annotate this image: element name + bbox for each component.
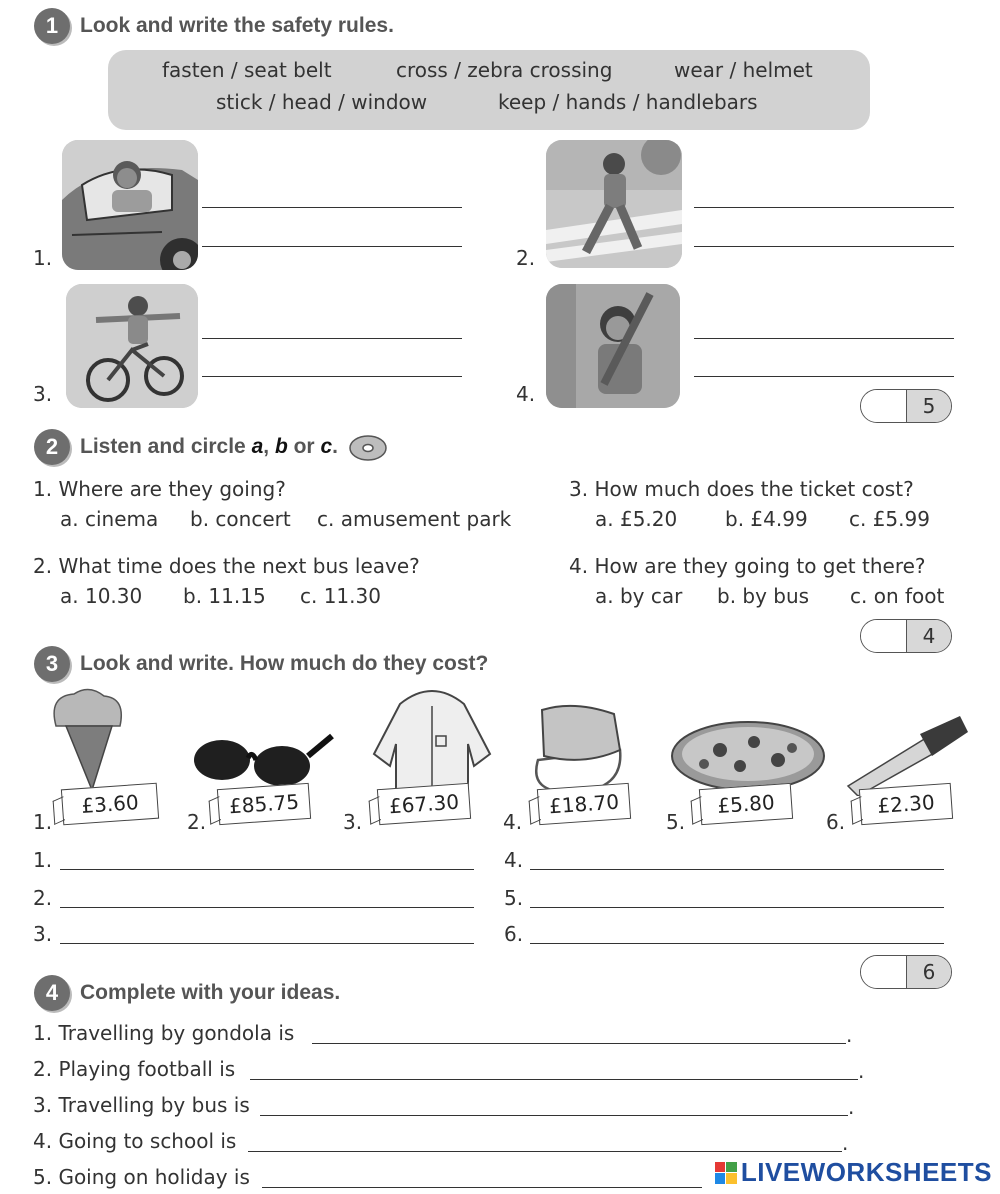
answer-number: 1. [33,848,53,872]
option-c-letter: c [320,435,333,458]
item-number: 4. [503,810,523,834]
answer-line[interactable] [694,338,954,339]
sunglasses-icon [190,728,335,792]
score-box[interactable] [860,955,952,989]
option[interactable]: a. £5.20 [595,507,678,531]
question-3: 3. How much does the ticket cost? [569,477,914,501]
title-comma: , [263,435,275,458]
option-a-letter: a [251,435,264,458]
option[interactable]: c. on foot [850,584,945,608]
word-option: stick / head / window [216,90,428,114]
section3-number: 3 [34,646,70,682]
price-tag: £3.60 [61,783,159,826]
answer-line[interactable] [530,907,944,908]
option[interactable]: c. 11.30 [300,584,381,608]
score-total: 5 [907,390,951,422]
car-window-picture [62,140,198,270]
word-option: fasten / seat belt [162,58,332,82]
item-number: 6. [826,810,846,834]
item-number: 2. [187,810,207,834]
section2-header [34,429,388,465]
item-number: 3. [33,382,53,406]
item-number: 3. [343,810,363,834]
score-input[interactable] [861,620,907,652]
question-2: 2. What time does the next bus leave? [33,554,420,578]
price-tag: £18.70 [537,783,631,825]
option[interactable]: a. by car [595,584,683,608]
question-4: 4. How are they going to get there? [569,554,926,578]
option[interactable]: a. 10.30 [60,584,143,608]
answer-number: 6. [504,922,524,946]
sentence: 3. Travelling by bus is [33,1093,250,1117]
jacket-icon [370,684,495,796]
score-box[interactable] [860,389,952,423]
title-period: . [332,435,338,458]
option[interactable]: b. £4.99 [725,507,808,531]
brand-grid-icon [715,1162,737,1184]
answer-line[interactable] [60,943,474,944]
ice-cream-icon [44,686,134,796]
section1-number: 1 [34,8,70,44]
item-number: 2. [516,246,536,270]
item-number: 1. [33,810,53,834]
answer-line[interactable] [530,869,944,870]
item-number: 4. [516,382,536,406]
sentence-period: . [848,1095,855,1119]
title-or: or [287,435,321,458]
section1-title: Look and write the safety rules. [80,14,394,37]
price-tag: £5.80 [699,783,793,825]
option[interactable]: b. 11.15 [183,584,266,608]
word-option: cross / zebra crossing [396,58,613,82]
question-1: 1. Where are they going? [33,477,286,501]
zebra-crossing-picture [546,140,682,268]
item-number: 1. [33,246,53,270]
sentence-period: . [846,1023,853,1047]
answer-line[interactable] [694,246,954,247]
sentence: 5. Going on holiday is [33,1165,250,1189]
answer-line[interactable] [202,207,462,208]
word-box [108,50,870,130]
item-number: 5. [666,810,686,834]
option[interactable]: a. cinema [60,507,159,531]
answer-line[interactable] [202,246,462,247]
sentence-period: . [858,1059,865,1083]
answer-number: 3. [33,922,53,946]
score-box[interactable] [860,619,952,653]
seat-belt-picture [546,284,680,408]
answer-line[interactable] [202,338,462,339]
answer-line[interactable] [60,869,474,870]
price-tag: £2.30 [859,783,953,825]
score-total: 4 [907,620,951,652]
answer-line[interactable] [694,207,954,208]
answer-line[interactable] [260,1115,848,1116]
answer-number: 2. [33,886,53,910]
option[interactable]: b. by bus [717,584,810,608]
liveworksheets-logo [715,1157,992,1188]
answer-line[interactable] [250,1079,858,1080]
score-input[interactable] [861,956,907,988]
brand-text: LIVEWORKSHEETS [740,1157,992,1187]
answer-number: 5. [504,886,524,910]
answer-line[interactable] [312,1043,846,1044]
section3-title: Look and write. How much do they cost? [80,652,489,675]
price-tag: £67.30 [377,783,471,825]
sentence: 4. Going to school is [33,1129,237,1153]
answer-line[interactable] [262,1187,702,1188]
section2-title-text: Listen and circle [80,435,246,458]
word-option: wear / helmet [674,58,813,82]
sentence: 1. Travelling by gondola is [33,1021,295,1045]
sentence: 2. Playing football is [33,1057,236,1081]
pizza-icon [670,720,826,792]
bag-icon [524,700,632,796]
section2-number: 2 [34,429,70,465]
answer-line[interactable] [202,376,462,377]
bike-picture [66,284,198,408]
option-b-letter: b [274,435,288,458]
price-tag: £85.75 [217,783,311,825]
sentence-period: . [842,1131,849,1155]
answer-line[interactable] [60,907,474,908]
answer-number: 4. [504,848,524,872]
section1-header [34,8,394,44]
word-option: keep / hands / handlebars [498,90,758,114]
answer-line[interactable] [694,376,954,377]
section4-header [34,975,340,1011]
section2-title [80,435,338,459]
option[interactable]: c. amusement park [317,507,512,531]
answer-line[interactable] [530,943,944,944]
score-total: 6 [907,956,951,988]
section3-header [34,646,488,682]
option[interactable]: b. concert [190,507,291,531]
cd-icon [348,432,388,462]
score-input[interactable] [861,390,907,422]
section4-title: Complete with your ideas. [80,981,341,1004]
section4-number: 4 [34,975,70,1011]
answer-line[interactable] [248,1151,842,1152]
option[interactable]: c. £5.99 [849,507,930,531]
